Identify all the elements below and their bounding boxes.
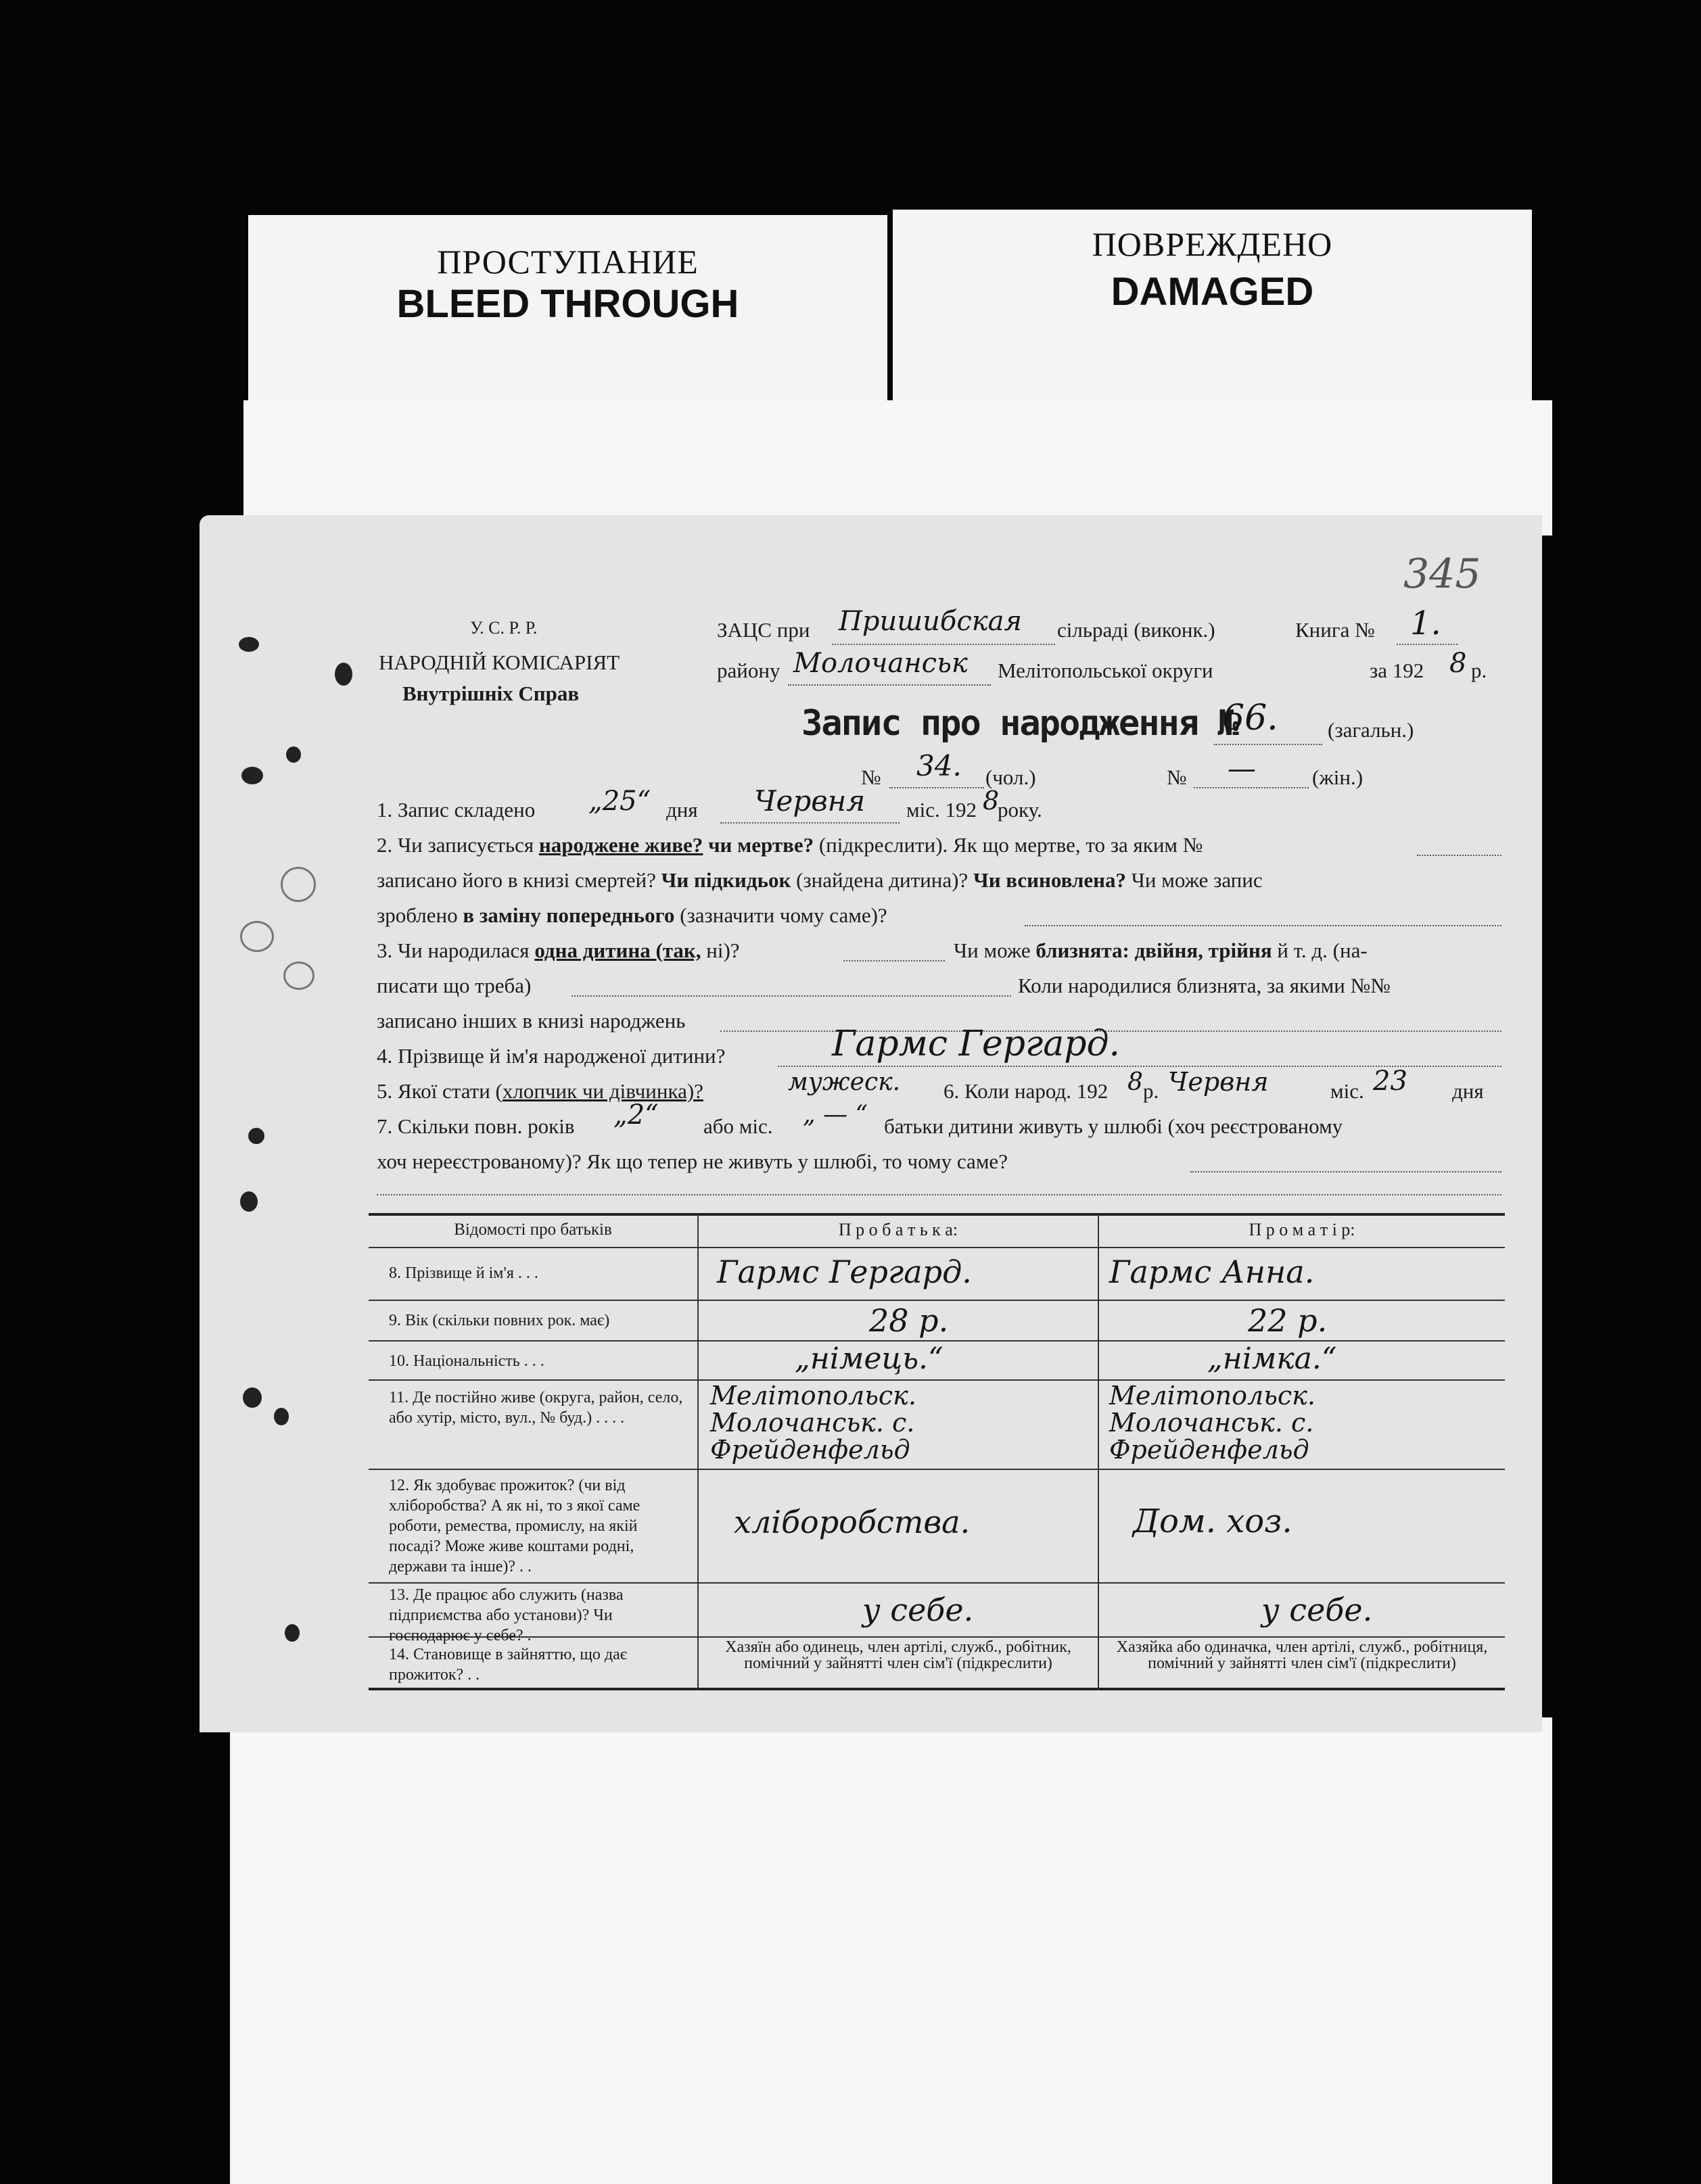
q7-months-label: або міс. xyxy=(703,1114,773,1138)
table-col-divider xyxy=(1098,1213,1099,1690)
q2-alive: народжене живе? xyxy=(538,833,703,857)
punch-hole xyxy=(240,1191,258,1212)
raion-name: Молочанськ xyxy=(793,648,968,679)
q3-line2-a: писати що треба) xyxy=(377,974,532,997)
q7-line xyxy=(1190,1171,1501,1172)
table-row-divider xyxy=(369,1469,1505,1470)
q7-line2: хоч нереєстрованому)? Як що тепер не живуть у шлюбі, то чому саме? xyxy=(377,1149,1008,1173)
table-header-info: Відомості про батьків xyxy=(454,1220,612,1239)
book-number: 1. xyxy=(1410,604,1441,642)
table-row-divider xyxy=(369,1582,1505,1584)
q6-month-label: міс. xyxy=(1330,1079,1364,1103)
q3-line-b xyxy=(572,995,1011,997)
mother-livelihood: Дом. хоз. xyxy=(1133,1502,1292,1540)
staple-ring xyxy=(281,867,316,902)
table-row-label: 8. Прізвище й ім'я . . . xyxy=(389,1264,538,1282)
year-label: за 192 xyxy=(1370,659,1424,682)
raion-line xyxy=(788,684,991,686)
female-number-prefix: № xyxy=(1167,765,1187,789)
q2-replace: в заміну попереднього xyxy=(463,903,675,927)
table-row-label: 12. Як здобуває прожиток? (чи від хліборобства? А як ні, то з якої саме роботи, ремества, промислу, на якій посаді? Може живе коштами родні, держави та інше)? . . xyxy=(389,1477,640,1575)
q1-day: „25“ xyxy=(588,786,651,817)
archive-number: 345 xyxy=(1403,550,1481,598)
q4-text: 4. Прізвище й ім'я народженої дитини? xyxy=(377,1044,726,1068)
q2-suffix: (підкреслити). Як що мертве, то за яким № xyxy=(818,833,1203,857)
q4-answer: Гармс Гергард. xyxy=(832,1024,1121,1064)
q2-line2-c: Чи може запис xyxy=(1131,868,1263,892)
backing-sheet-bottom xyxy=(230,1717,1552,2184)
book-line xyxy=(1397,644,1458,645)
commissariat-label: НАРОДНІЙ КОМІСАРІЯТ xyxy=(379,650,620,674)
damaged-label-en: DAMAGED xyxy=(1111,270,1314,314)
table-row-label: 9. Вік (скільки повних рок. має) xyxy=(389,1312,610,1329)
internal-affairs-label: Внутрішніх Справ xyxy=(402,682,580,705)
general-number-line xyxy=(1214,744,1322,745)
table-row-divider xyxy=(369,1300,1505,1301)
q3-one-child: одна дитина (так, xyxy=(534,939,701,962)
q3-line2-b: Коли народилися близнята, за якими №№ xyxy=(1018,974,1391,997)
female-number: — xyxy=(1228,752,1256,785)
q2-adopted: Чи всиновлена? xyxy=(973,868,1126,892)
father-livelihood: хліборобства. xyxy=(734,1504,971,1540)
q3-twins: близнята: двійня, трійня xyxy=(1035,939,1272,962)
q1-month-line xyxy=(720,822,900,824)
punch-hole xyxy=(239,637,259,652)
q2-dead: чи мертве? xyxy=(708,833,814,857)
father-age: 28 р. xyxy=(869,1302,949,1339)
zags-suffix: сільраді (виконк.) xyxy=(1057,618,1215,642)
q2-prefix: 2. Чи записується xyxy=(377,833,534,857)
staple-ring xyxy=(283,962,314,990)
punch-hole xyxy=(274,1408,289,1425)
q7-years: „2“ xyxy=(613,1099,659,1131)
q3-no: ні)? xyxy=(706,939,740,962)
male-number-prefix: № xyxy=(861,765,881,789)
q6-year-label: р. xyxy=(1143,1079,1159,1103)
bleed-through-label-ru: ПРОСТУПАНИЕ xyxy=(437,243,699,281)
bleed-through-label-en: BLEED THROUGH xyxy=(396,282,739,326)
father-name: Гармс Гергард. xyxy=(717,1254,972,1290)
okruha-label: Мелітопольської округи xyxy=(998,659,1213,682)
q2-death-number-line xyxy=(1417,855,1501,856)
table-row-label: 11. Де постійно живе (округа, район, село, або хутір, місто, вул., № буд.) . . . . xyxy=(389,1389,683,1427)
punch-hole xyxy=(243,1387,262,1408)
male-number-line xyxy=(889,787,984,788)
mother-residence: Мелітопольск. Молочанськ. с. Фрейденфельд xyxy=(1109,1381,1315,1465)
table-col-divider xyxy=(697,1213,699,1690)
mother-occupation-status: Хазяйка або одиначка, член артілі, служб., робітниця, помічний у зайнятті член сім'ї (підкреслити) xyxy=(1116,1638,1488,1672)
q3-etc: й т. д. (на- xyxy=(1277,939,1368,962)
male-label: (чол.) xyxy=(985,765,1036,789)
q6-day: 23 xyxy=(1373,1066,1407,1097)
female-label: (жін.) xyxy=(1312,765,1364,789)
table-row-divider xyxy=(369,1379,1505,1381)
table-row-label: 13. Де працює або служить (назва підприємства або установи)? Чи господарює у себе? . xyxy=(389,1586,624,1644)
q5-answer: мужеск. xyxy=(788,1068,901,1096)
year-digit: 8 xyxy=(1449,648,1467,679)
birth-record-form xyxy=(200,515,1542,1732)
q2-line3-a: зроблено xyxy=(377,903,458,927)
zags-prefix: ЗАЦС при xyxy=(717,618,810,642)
q6-month: Червня xyxy=(1168,1067,1269,1097)
q5-boy: хлопчик чи дівчинка)? xyxy=(502,1079,703,1103)
year-suffix: р. xyxy=(1471,659,1487,682)
punch-hole xyxy=(335,663,352,686)
table-border-top xyxy=(369,1213,1505,1216)
q7-months: „ — “ xyxy=(803,1101,868,1129)
q7-text-c: батьки дитини живуть у шлюбі (хоч реєстрованому xyxy=(884,1114,1343,1138)
q1-text: 1. Запис складено xyxy=(377,798,536,822)
punch-hole xyxy=(285,1624,300,1642)
q6-day-label: дня xyxy=(1452,1079,1484,1103)
table-row-label: 10. Національність . . . xyxy=(389,1352,544,1370)
record-title: Запис про народження № xyxy=(801,703,1238,744)
mother-nationality: „німка.“ xyxy=(1207,1342,1337,1376)
staple-ring xyxy=(240,921,274,952)
table-header-father: П р о б а т ь к а: xyxy=(838,1220,958,1239)
table-border-bottom xyxy=(369,1688,1505,1690)
father-nationality: „німець.“ xyxy=(795,1342,943,1376)
village-line xyxy=(832,644,1055,645)
q1-day-label: дня xyxy=(666,798,698,822)
q2-line2-b: (знайдена дитина)? xyxy=(796,868,969,892)
q6-text: 6. Коли народ. 192 xyxy=(943,1079,1109,1103)
q3-twins-text xyxy=(954,939,1368,963)
mother-age: 22 р. xyxy=(1248,1302,1328,1339)
q2-line2 xyxy=(377,868,1263,893)
q1-year: 8 xyxy=(983,786,1000,815)
q1-month-label: міс. 192 xyxy=(906,798,977,822)
general-number: 66. xyxy=(1222,698,1278,738)
father-workplace: у себе. xyxy=(862,1592,974,1628)
village-name: Пришибская xyxy=(839,606,1022,637)
q6-year: 8 xyxy=(1127,1068,1143,1096)
raion-label: району xyxy=(717,659,780,682)
q2-line2-a: записано його в книзі смертей? xyxy=(377,868,656,892)
punch-hole xyxy=(248,1128,264,1144)
table-row-divider xyxy=(369,1247,1505,1248)
q5-prefix: 5. Якої стати ( xyxy=(377,1079,503,1103)
punch-hole xyxy=(241,767,263,784)
ussr-label: У. С. Р. Р. xyxy=(470,618,538,638)
q3-maybe: Чи може xyxy=(954,939,1031,962)
bleed-through-card xyxy=(248,215,887,406)
q2-replace-line xyxy=(1025,925,1501,926)
father-occupation-status: Хазяїн або одинець, член артілі, служб., робітник, помічний у зайнятті член сім'ї (підкреслити) xyxy=(725,1638,1071,1672)
male-number: 34. xyxy=(916,749,962,782)
mother-workplace: у себе. xyxy=(1261,1592,1373,1628)
q2-text xyxy=(377,833,1203,857)
q3-line3: записано інших в книзі народжень xyxy=(377,1009,686,1032)
q2-line3 xyxy=(377,903,887,928)
father-residence: Мелітопольск. Молочанськ. с. Фрейденфельд xyxy=(710,1381,916,1465)
damaged-label-ru: ПОВРЕЖДЕНО xyxy=(1092,225,1333,263)
q3-text xyxy=(377,939,740,963)
female-number-line xyxy=(1194,787,1309,788)
punch-hole xyxy=(286,746,301,763)
q1-year-label: року. xyxy=(998,798,1042,822)
q1-month: Червня xyxy=(754,784,866,817)
q3-prefix: 3. Чи народилася xyxy=(377,939,530,962)
q7-text: 7. Скільки повн. років xyxy=(377,1114,575,1138)
q3-line-a xyxy=(843,960,945,962)
q2-line3-b: (зазначити чому саме)? xyxy=(680,903,887,927)
parents-table xyxy=(369,1213,1505,1690)
q2-found: Чи підкидьок xyxy=(661,868,791,892)
table-row-label: 14. Становище в зайняттю, що дає прожиток? . . xyxy=(389,1646,628,1684)
book-label: Книга № xyxy=(1295,618,1375,642)
mother-name: Гармс Анна. xyxy=(1109,1254,1315,1290)
general-label: (загальн.) xyxy=(1328,718,1414,742)
q7-line-2 xyxy=(377,1194,1501,1195)
damaged-card xyxy=(893,210,1532,406)
table-header-mother: П р о м а т і р: xyxy=(1249,1220,1355,1239)
